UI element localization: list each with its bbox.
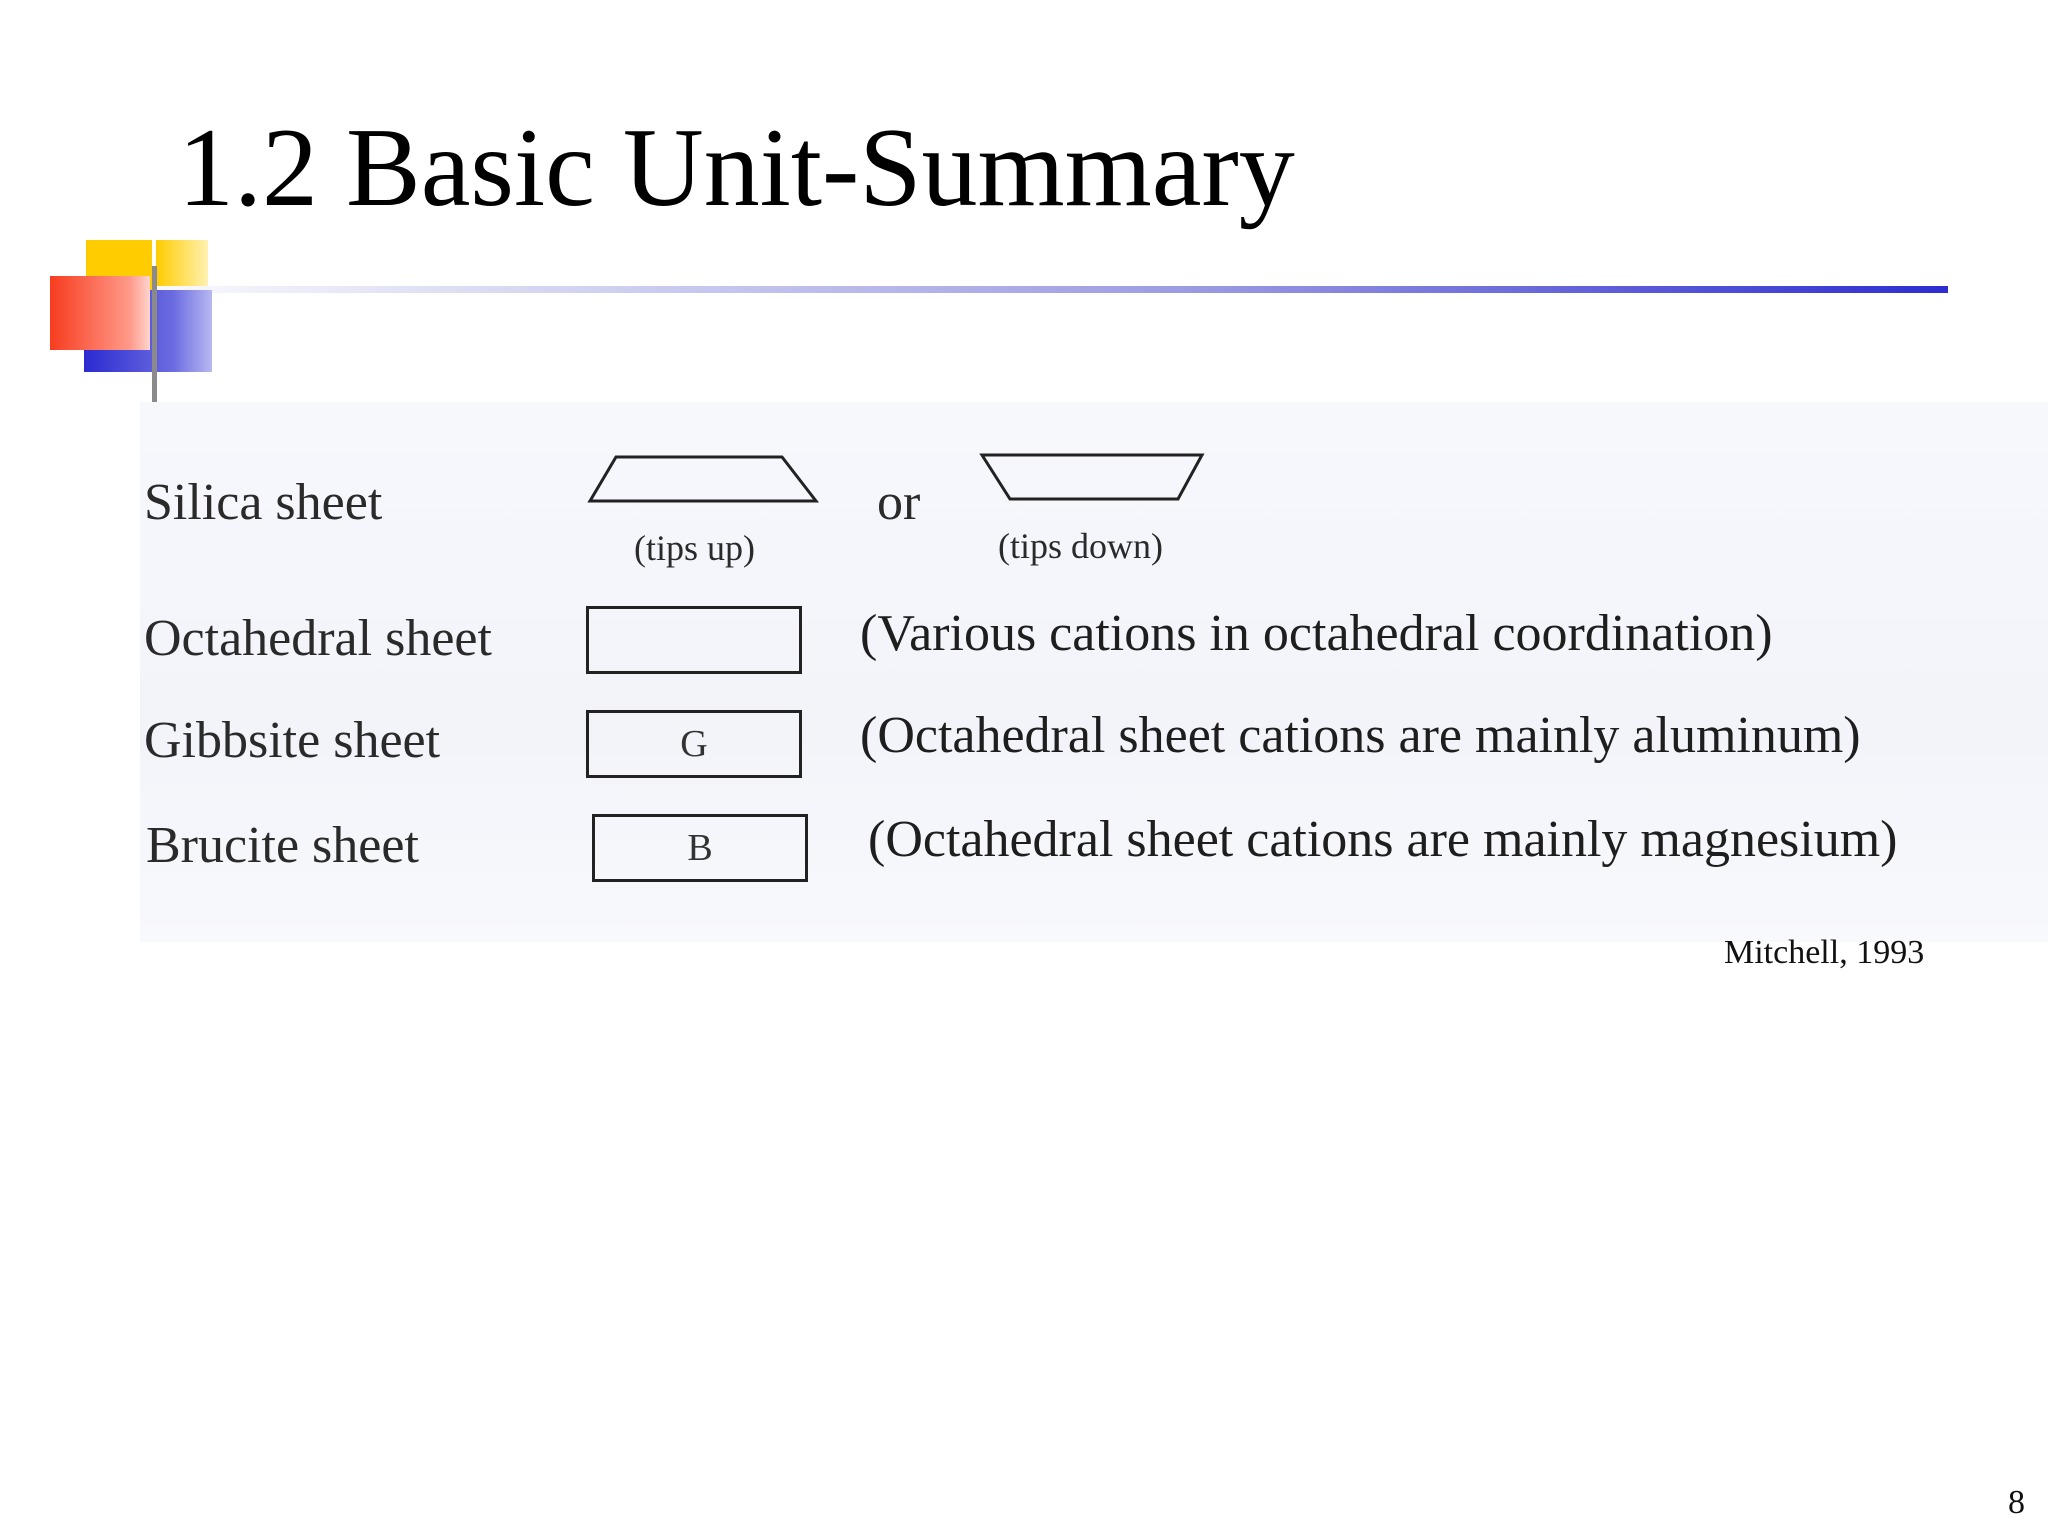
silica-sheet-label: Silica sheet bbox=[144, 474, 383, 531]
or-word: or bbox=[877, 474, 921, 531]
gibbsite-sheet-label: Gibbsite sheet bbox=[144, 712, 441, 769]
octahedral-sheet-label: Octahedral sheet bbox=[144, 610, 492, 667]
title-underline bbox=[100, 286, 1948, 293]
gibbsite-sheet-box: G bbox=[586, 710, 802, 778]
slide-title: 1.2 Basic Unit-Summary bbox=[178, 106, 1295, 230]
decor-vertical-line bbox=[152, 266, 157, 408]
brucite-sheet-label: Brucite sheet bbox=[146, 817, 419, 874]
silica-tips-down-trapezoid bbox=[980, 452, 1204, 502]
octahedral-sheet-box bbox=[586, 606, 802, 674]
page-number: 8 bbox=[2008, 1484, 2025, 1521]
decor-yellow-square-right bbox=[156, 240, 208, 286]
silica-tips-up-trapezoid bbox=[588, 454, 820, 504]
gibbsite-description: (Octahedral sheet cations are mainly aluminum) bbox=[860, 707, 1861, 764]
octahedral-description: (Various cations in octahedral coordination) bbox=[860, 605, 1773, 662]
citation: Mitchell, 1993 bbox=[1724, 934, 1925, 971]
brucite-sheet-box: B bbox=[592, 814, 808, 882]
brucite-description: (Octahedral sheet cations are mainly magnesium) bbox=[868, 811, 1898, 868]
tips-up-caption: (tips up) bbox=[634, 528, 755, 568]
decor-red-square bbox=[50, 276, 150, 350]
tips-down-caption: (tips down) bbox=[998, 526, 1163, 566]
